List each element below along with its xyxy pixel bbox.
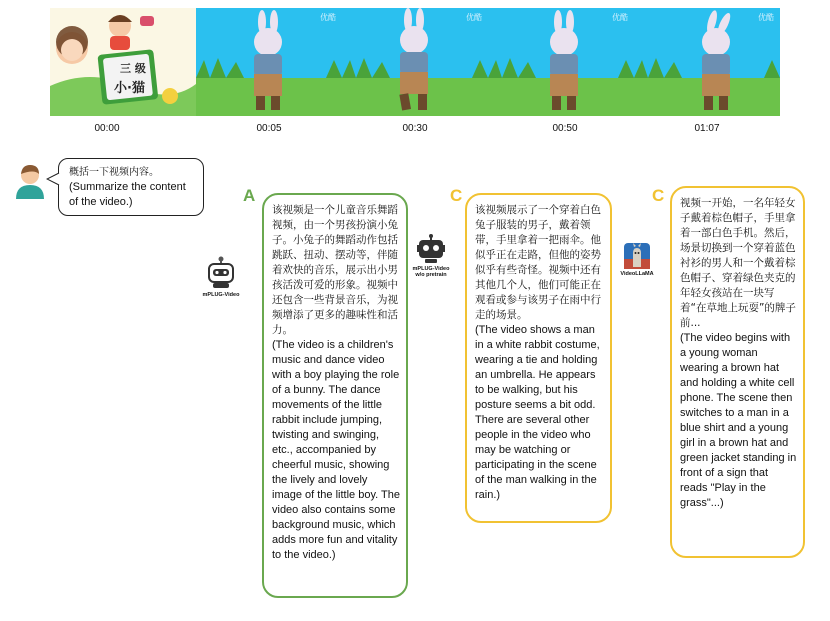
model-label-line2: w/o pretrain xyxy=(415,272,447,278)
video-frame-1 xyxy=(196,8,342,116)
response-zh: 该视频是一个儿童音乐舞蹈视频，由一个男孩扮演小兔子。小兔子的舞蹈动作包括跳跃、扭动、摆动等，伴随着欢快的音乐，展示出小男孩活泼可爱的形象。视频中还包含一些背景音乐，为视频增添了更多的趣味性和活力。 xyxy=(272,204,398,336)
timestamp-2: 00:30 xyxy=(402,123,428,134)
timestamp-4: 01:07 xyxy=(694,123,720,134)
sign-bottom-text: 小·猫 xyxy=(114,81,145,96)
robot-icon xyxy=(416,234,446,264)
response-en: (The video shows a man in a white rabbit costume, wearing a tie and holding an umbrella. He appears to be walking, but his posture seems a bit odd. There are several other people in the video who may be watching or participating in the scene of the man walking in the rain.) xyxy=(475,324,600,501)
llama-icon xyxy=(624,243,650,269)
model-label: mPLUG-Video xyxy=(202,292,240,298)
grade-c-2: C xyxy=(652,186,665,205)
response-en: (The video is a children's music and dance video with a boy playing the role of a bunny. The dance movements of the little rabbit include jumping, twisting and swinging, etc., accompanied by cheerful music, showing the lively and lovely image of the little boy. The video also contains some background music, which adds more fun and vitality to the video.) xyxy=(272,339,400,561)
model-icon-videollama xyxy=(616,243,658,277)
model-label-line1: mPLUG-Video xyxy=(412,266,450,272)
user-icon xyxy=(14,163,46,204)
timestamp-1: 00:05 xyxy=(256,123,282,134)
response-en: (The video begins with a young woman wearing a brown hat and holding a white cell phone. The scene then switches to a man in a blue shirt and a young girl in a brown hat and green jacket standing in front of a sign that reads "Play in the grass"...) xyxy=(680,332,797,509)
response-bubble-videollama xyxy=(670,186,805,558)
model-label: VideoLLaMA xyxy=(620,271,654,277)
watermark-logo: 优酷 xyxy=(466,13,482,22)
grade-a: A xyxy=(243,186,256,205)
video-frame-4 xyxy=(634,8,780,116)
robot-icon xyxy=(206,256,236,290)
response-bubble-mplug-video xyxy=(262,193,408,598)
watermark-logo: 优酷 xyxy=(758,13,774,22)
model-icon-mplug-video xyxy=(200,256,242,298)
video-frame-2 xyxy=(342,8,488,116)
question-zh: 概括一下视频内容。 xyxy=(69,167,159,178)
model-icon-mplug-video-wo-pretrain xyxy=(407,234,455,278)
watermark-logo: 优酷 xyxy=(320,13,336,22)
timestamp-3: 00:50 xyxy=(552,123,578,134)
sign-top-text: 三 级 xyxy=(120,62,146,75)
video-frame-3 xyxy=(488,8,634,116)
response-zh: 该视频展示了一个穿着白色兔子服装的男子，戴着领带，手里拿着一把雨伞。他似乎正在走路，但他的姿势似乎有些奇怪。视频中还有其他几个人，他们可能正在观看或参与该男子在雨中行走的场景。 xyxy=(475,204,601,321)
question-bubble xyxy=(58,158,204,216)
watermark-logo: 优酷 xyxy=(612,13,628,22)
response-zh: 视频一开始，一名年轻女子戴着棕色帽子，手里拿着一部白色手机。然后，场景切换到一个穿着蓝色衬衫的男人和一个戴着棕色帽子、穿着绿色夹克的年轻女孩站在一块写着“在草地上玩耍”的牌子前... xyxy=(680,197,796,329)
video-frame-0 xyxy=(50,8,196,116)
response-bubble-mplug-video-wo-pretrain xyxy=(465,193,612,523)
grade-c-1: C xyxy=(450,186,463,205)
timestamp-0: 00:00 xyxy=(94,123,120,134)
question-bubble-tail xyxy=(46,172,60,186)
question-en: (Summarize the content of the video.) xyxy=(69,181,186,208)
